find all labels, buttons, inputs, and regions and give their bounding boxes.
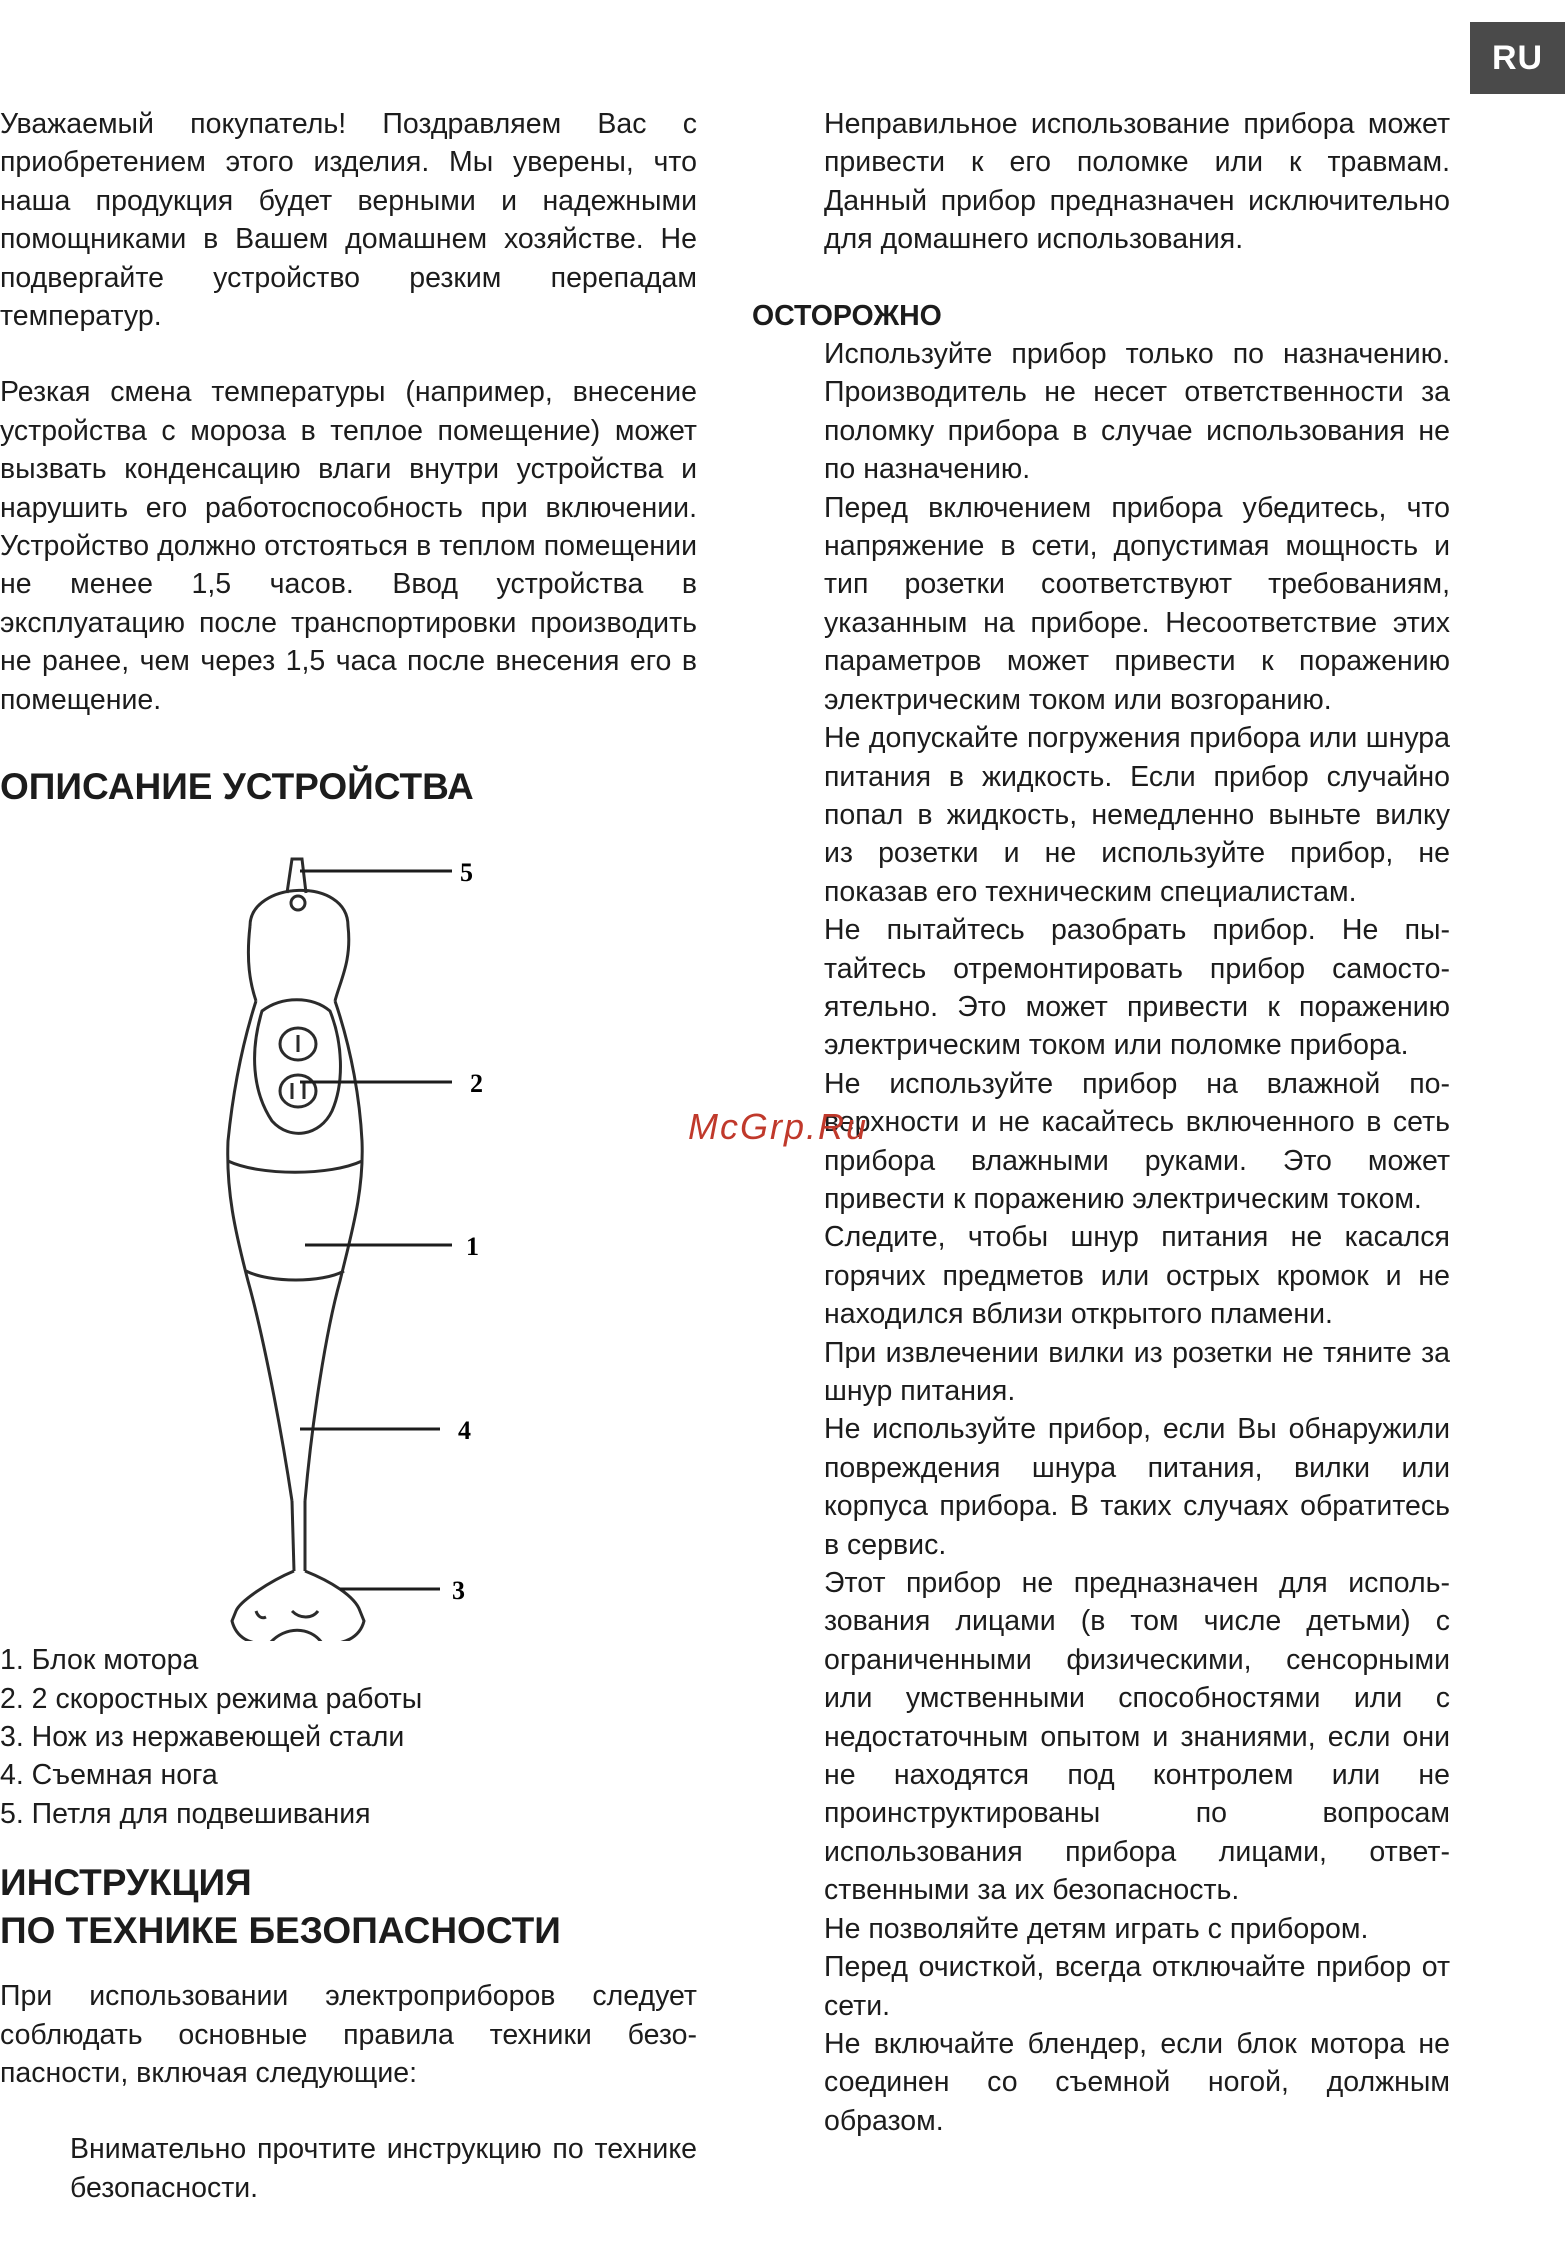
list-item: 2. 2 скоростных режима работы (0, 1682, 423, 1715)
list-item: 3. Нож из нержавеющей стали (0, 1720, 405, 1753)
safety-heading-line1: ИНСТРУКЦИЯ (0, 1862, 252, 1904)
callout-3: 3 (452, 1576, 465, 1606)
language-tab: RU (1470, 22, 1565, 94)
rule-item: Не пытайтесь разобрать прибор. Не пытайтесь отремонтировать прибор самостоятельно. Это может привести к поражению электрическим током или поломке прибора. (824, 914, 1450, 1062)
watermark: McGrp.Ru (688, 1106, 869, 1147)
parts-list (0, 1641, 697, 1833)
caution-heading: ОСТОРОЖНО (752, 299, 942, 332)
left-column (0, 105, 697, 2207)
callout-1: 1 (466, 1232, 479, 1262)
blender-illustration (0, 811, 697, 1641)
rule-item: Перед очисткой, всегда отключайте прибор от сети. (824, 1951, 1450, 2022)
list-item: 4. Съемная нога (0, 1759, 218, 1792)
rule-item: Не используйте прибор, если Вы обнаружили повреждения шнура питания, вилки или корпуса прибора. В таких случаях обратитесь в сервис. (824, 1413, 1450, 1561)
rule-item: Используйте прибор только по назначению. Производитель не несет ответственности за поломку прибора в случае использования не по назначению. (824, 338, 1450, 486)
blender-diagram (0, 811, 697, 1641)
read-instructions-note: Внимательно прочтите инструкцию по технике безопасности. (70, 2133, 697, 2204)
description-heading: ОПИСАНИЕ УСТРОЙСТВА (0, 766, 474, 808)
callout-5: 5 (460, 858, 473, 888)
rule-item: Не включайте блендер, если блок мотора не соединен со съемной ногой, должным образом. (824, 2027, 1450, 2137)
safety-heading-line2: ПО ТЕХНИКЕ БЕЗОПАСНОСТИ (0, 1910, 561, 1952)
caution-rules (752, 335, 1450, 2140)
intro-paragraph-1: Уважаемый покупатель! Поздравляем Вас с приобретением этого изделия. Мы уверены, что наша продукция будет верными и надежными помощниками в Вашем домашнем хозяйстве. Не подвергайте устройство резким перепадам температур. (0, 108, 697, 333)
rule-item: Этот прибор не предназначен для использования лицами (в том числе детьми) с ограниченными физическими, сенсорными или умственными способностями или с недостаточным опытом и знаниями, если они не находятся под контролем или не проинструктированы по вопросам использования прибора лицами, ответственными за их безопасность. (824, 1567, 1450, 1907)
rule-item: Не используйте прибор на влажной поверхности и не касайтесь включенного в сеть прибора влажными руками. Это может привести к поражению электрическим током. (824, 1067, 1450, 1215)
list-item: 1. Блок мотора (0, 1644, 199, 1677)
rule-item: Не допускайте погружения прибора или шнура питания в жидкость. Если прибор случайно попал в жидкость, немедленно выньте вилку из розетки и не используйте прибор, не показав его техническим специалистам. (824, 722, 1450, 908)
safety-intro: При использовании электроприборов следует соблюдать основные правила техники безопасности, включая следующие: (0, 1980, 697, 2089)
intro-paragraph-2: Резкая смена температуры (например, внесение устройства с мороза в теплое помещение) может вызвать конденсацию влаги внутри устройства и нарушить его работоспособность при включении. Устройство должно отстояться в теплом помещении не менее 1,5 часов. Ввод устройства в эксплуатацию после транспортировки производить не ранее, чем через 1,5 часа после внесения его в помещение. (0, 376, 697, 716)
callout-2: 2 (470, 1069, 483, 1099)
rule-item: При извлечении вилки из розетки не тяните за шнур питания. (824, 1336, 1450, 1407)
rule-item: Перед включением прибора убедитесь, что напряжение в сети, допустимая мощность и тип розетки соответствуют требованиям, указанным на приборе. Несоответствие этих параметров может привести к поражению электрическим током или возгоранию. (824, 491, 1450, 716)
misuse-paragraph: Неправильное использование прибора может привести к его поломке или к травмам. Данный прибор предназначен исключительно для домашнего использования. (824, 108, 1450, 256)
callout-4: 4 (458, 1416, 471, 1446)
rule-item: Не позволяйте детям играть с прибором. (824, 1912, 1369, 1945)
rule-item: Следите, чтобы шнур питания не касался горячих предметов или острых кромок и не находился вблизи открытого пламени. (824, 1221, 1450, 1331)
list-item: 5. Петля для подвешивания (0, 1797, 371, 1830)
